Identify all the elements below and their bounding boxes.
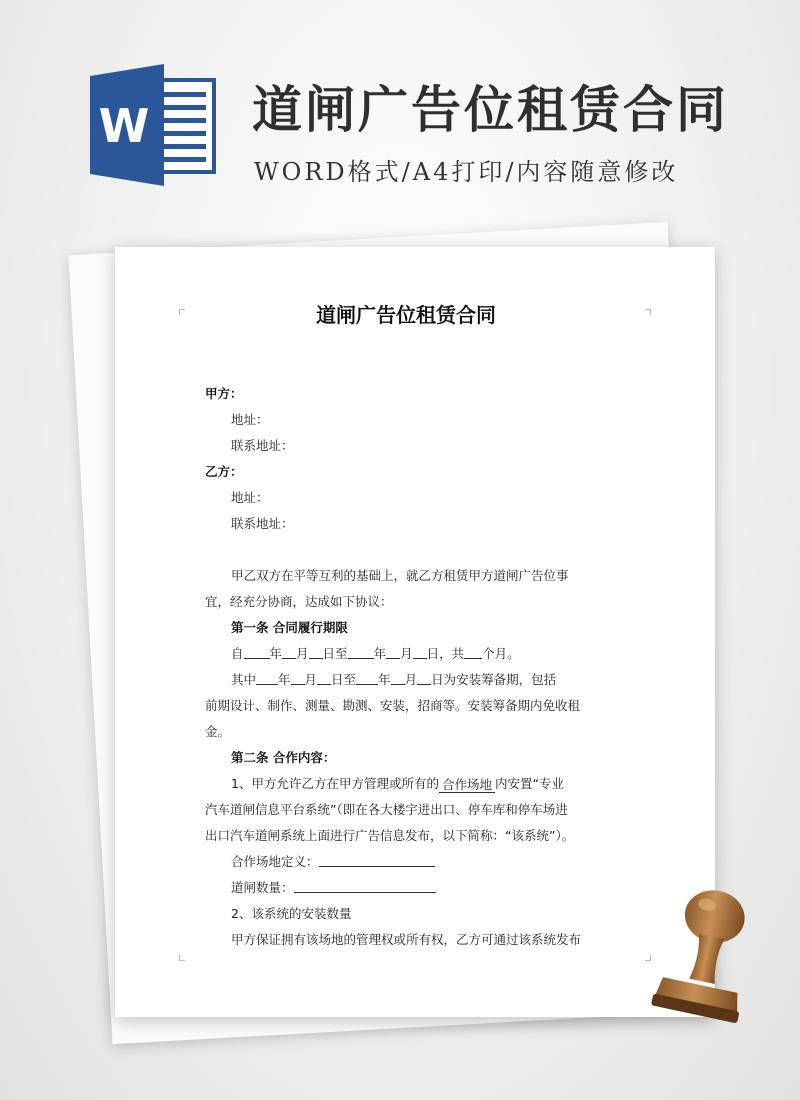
article1-heading: 第一条 合同履行期限 xyxy=(231,620,348,635)
intro-line: 宜，经充分协商，达成如下协议： xyxy=(205,594,393,609)
item2-heading: 2、该系统的安装数量 xyxy=(231,906,352,921)
cooperation-site-field: 合作场地 xyxy=(439,778,495,793)
party-a-label: 甲方： xyxy=(205,386,243,401)
item1-cont: 出口汽车道闸系统上面进行广告信息发布，以下简称：“该系统”）。 xyxy=(205,828,575,843)
prep-period-cont: 前期设计、制作、测量、勘测、安装，招商等。安装筹备期内免收租 xyxy=(205,698,581,713)
party-b-contact: 联系地址： xyxy=(231,516,294,531)
gate-count-line: 道闸数量： xyxy=(205,875,635,901)
party-a-address: 地址： xyxy=(231,412,269,427)
intro-line: 甲乙双方在平等互利的基础上，就乙方租赁甲方道闸广告位事 xyxy=(231,568,569,583)
party-a-contact: 联系地址： xyxy=(231,438,294,453)
wooden-stamp-icon xyxy=(648,878,768,1038)
article2-heading: 第二条 合作内容： xyxy=(231,750,336,765)
crop-mark xyxy=(179,955,185,961)
item1-line: 1、甲方允许乙方在甲方管理或所有的 合作场地 内安置“专业 xyxy=(231,776,564,792)
party-b-address: 地址： xyxy=(231,490,269,505)
document-body xyxy=(205,381,635,953)
svg-text:W: W xyxy=(98,99,150,153)
prep-period-cont: 金。 xyxy=(205,724,231,739)
banner-subtitle: WORD格式/A4打印/内容随意修改 xyxy=(254,158,679,186)
banner-title: 道闸广告位租赁合同 xyxy=(252,81,729,139)
contract-period-line: 自 年 月 日至 年 月 日，共 个月。 xyxy=(231,646,520,661)
document-title: 道闸广告位租赁合同 xyxy=(316,303,496,327)
word-document-icon xyxy=(90,62,216,188)
prep-period-line: 其中 年 月 日至 年 月 日为安装筹备期，包括 xyxy=(231,672,557,687)
site-definition-line: 合作场地定义： xyxy=(205,849,635,875)
document-page xyxy=(115,247,715,1017)
item1-cont: 汽车道闸信息平台系统”（即在各大楼宇进出口、停车库和停车场进 xyxy=(205,802,568,817)
party-b-label: 乙方： xyxy=(205,464,243,479)
item2-cont: 甲方保证拥有该场地的管理权或所有权，乙方可通过该系统发布 xyxy=(231,932,582,947)
